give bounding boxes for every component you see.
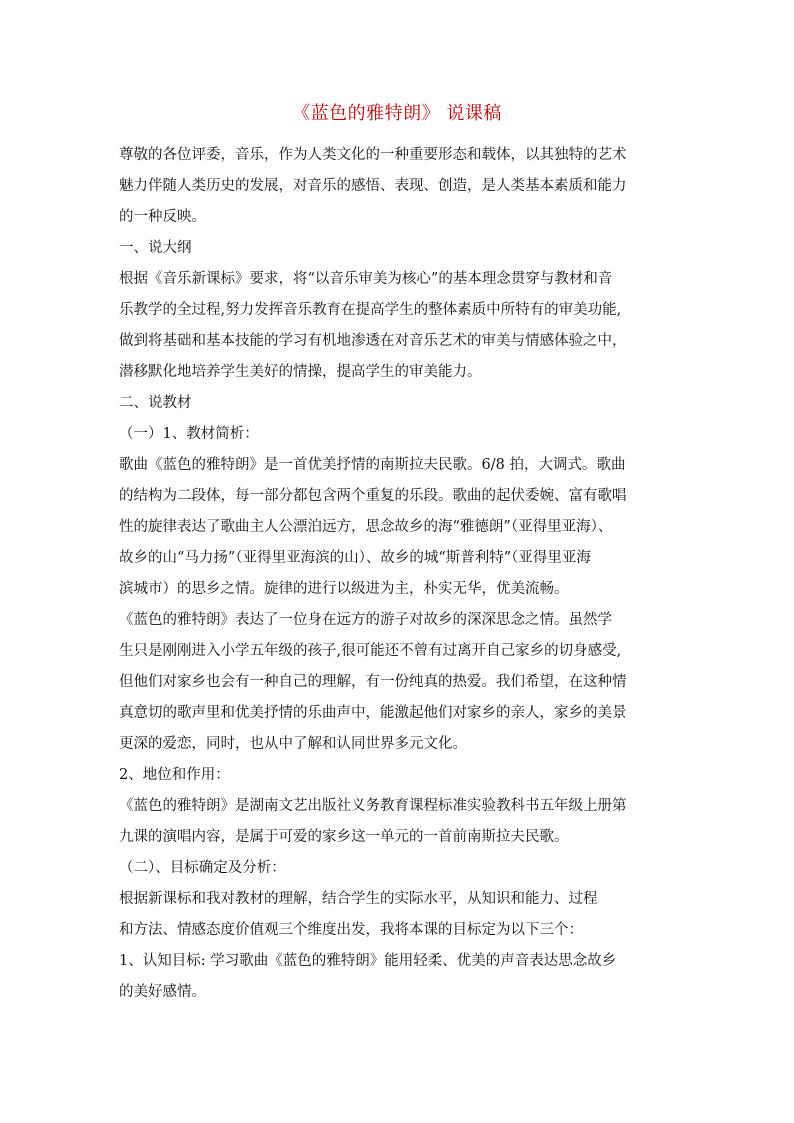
- text-line: 乐教学的全过程,努力发挥音乐教育在提高学生的整体素质中所特有的审美功能,: [119, 302, 622, 318]
- text-line: 潜移默化地培养学生美好的情操，提高学生的审美能力。: [119, 364, 482, 380]
- text-line: 更深的爱恋，同时，也从中了解和认同世界多元文化。: [119, 736, 467, 752]
- text-line: 滨城市）的思乡之情。旋律的进行以级进为主，朴实无华，优美流畅。: [119, 581, 569, 597]
- section-heading: 二、说教材: [119, 395, 192, 411]
- text-line: 1、认知目标: 学习歌曲《蓝色的雅特朗》能用轻柔、优美的声音表达思念故乡: [119, 953, 617, 969]
- text-line: 歌曲《蓝色的雅特朗》是一首优美抒情的南斯拉夫民歌。6/8 拍，大调式。歌曲: [119, 457, 626, 473]
- subsection-heading: （一）1、教材简析：: [119, 426, 259, 442]
- text-line: 尊敬的各位评委，音乐，作为人类文化的一种重要形态和载体，以其独特的艺术: [119, 147, 627, 163]
- text-line: 生只是刚刚进入小学五年级的孩子,很可能还不曾有过离开自己家乡的切身感受,: [119, 643, 622, 659]
- text-line: 的美好感情。: [119, 984, 206, 1000]
- text-line: 魅力伴随人类历史的发展，对音乐的感悟、表现、创造，是人类基本素质和能力: [119, 178, 627, 194]
- text-line: 的一种反映。: [119, 209, 206, 225]
- text-line: 性的旋律表达了歌曲主人公漂泊远方，思念故乡的海“雅德朗”（亚得里亚海）、: [119, 519, 613, 535]
- text-line: 九课的演唱内容，是属于可爱的家乡这一单元的一首前南斯拉夫民歌。: [119, 829, 569, 845]
- text-line: 根据《音乐新课标》要求，将“以音乐审美为核心”的基本理念贯穿与教材和音: [119, 271, 613, 287]
- text-line: 做到将基础和基本技能的学习有机地渗透在对音乐艺术的审美与情感体验之中，: [119, 333, 627, 349]
- section-heading: 一、说大纲: [119, 240, 192, 256]
- text-line: 和方法、情感态度价值观三个维度出发，我将本课的目标定为以下三个：: [119, 922, 583, 938]
- text-line: 故乡的山“马力扬”（亚得里亚海滨的山）、故乡的城“斯普利特”（亚得里亚海: [119, 550, 591, 566]
- text-line: 真意切的歌声里和优美抒情的乐曲声中，能激起他们对家乡的亲人，家乡的美景: [119, 705, 627, 721]
- document-body: [119, 140, 685, 1008]
- subsection-heading: 2、地位和作用：: [119, 767, 230, 783]
- text-line: 《蓝色的雅特朗》是湖南文艺出版社义务教育课程标准实验教科书五年级上册第: [119, 798, 627, 814]
- document-title: 《蓝色的雅特朗》 说课稿: [292, 103, 502, 124]
- subsection-heading: （二）、目标确定及分析：: [119, 860, 286, 876]
- text-line: 根据新课标和我对教材的理解，结合学生的实际水平，从知识和能力、过程: [119, 891, 598, 907]
- text-line: 《蓝色的雅特朗》表达了一位身在远方的游子对故乡的深深思念之情。虽然学: [119, 612, 612, 628]
- text-line: 但他们对家乡也会有一种自己的理解，有一份纯真的热爱。我们希望，在这种情: [119, 674, 627, 690]
- text-line: 的结构为二段体，每一部分都包含两个重复的乐段。歌曲的起伏委婉、富有歌唱: [119, 488, 627, 504]
